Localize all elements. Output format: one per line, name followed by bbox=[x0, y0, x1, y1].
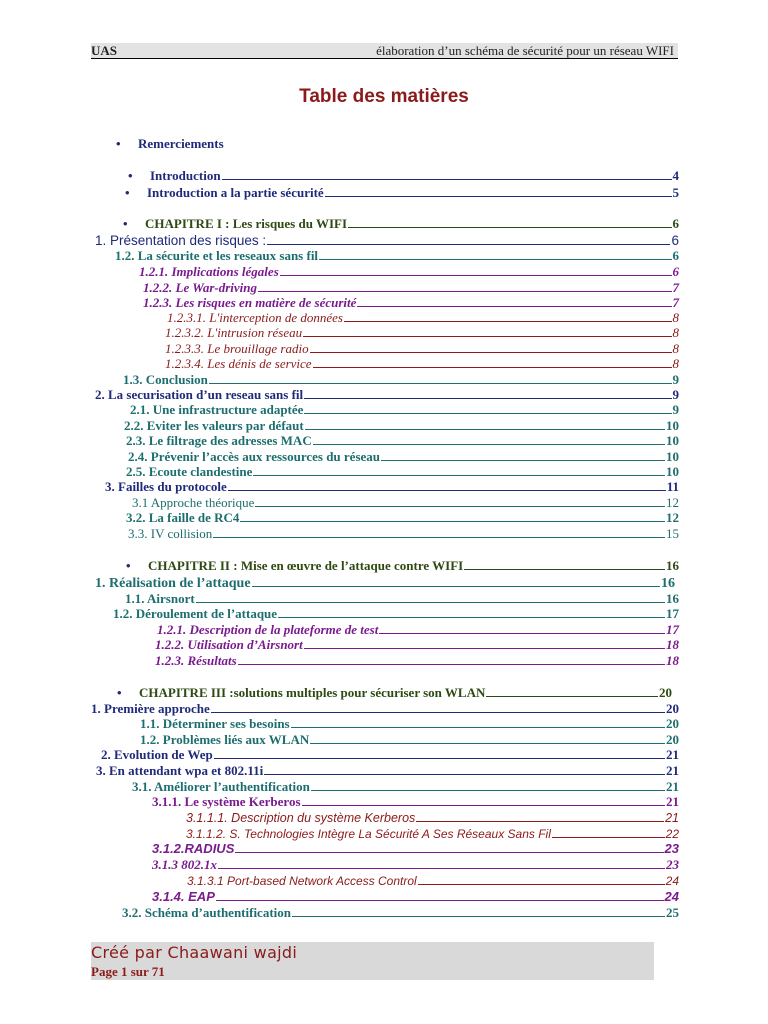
toc-page-number: 10 bbox=[666, 433, 679, 448]
toc-entry[interactable] bbox=[155, 653, 679, 669]
toc-page-number: 11 bbox=[666, 479, 679, 494]
toc-entry[interactable] bbox=[125, 591, 679, 607]
toc-leader bbox=[280, 264, 672, 276]
toc-entry[interactable] bbox=[139, 264, 679, 280]
toc-entry-text: CHAPITRE II : Mise en œuvre de l’attaque contre WIFI bbox=[148, 558, 464, 573]
toc-entry-text: 2.4. Prévenir l’accès aux ressources du réseau bbox=[128, 449, 381, 464]
toc-leader bbox=[325, 185, 672, 197]
toc-page-number: 23 bbox=[664, 841, 679, 856]
toc-leader bbox=[552, 826, 665, 838]
toc-entry-text: 1.2.3.2. L'intrusion réseau bbox=[165, 325, 303, 340]
toc-entry[interactable] bbox=[152, 841, 679, 857]
toc-chapter-entry[interactable] bbox=[123, 216, 679, 232]
footer-page-count: Page 1 sur 71 bbox=[91, 964, 165, 979]
toc-entry-text: 2. Evolution de Wep bbox=[101, 747, 213, 762]
toc-page-number: 7 bbox=[672, 280, 679, 295]
toc-leader bbox=[267, 233, 670, 245]
toc-leader bbox=[238, 653, 665, 665]
toc-entry-text: 1.1. Déterminer ses besoins bbox=[140, 716, 290, 731]
toc-leader bbox=[196, 591, 665, 603]
toc-entry-text: 1.2.2. Le War-driving bbox=[143, 280, 257, 295]
toc-entry[interactable] bbox=[152, 857, 679, 873]
toc-page-number: 18 bbox=[666, 637, 679, 652]
toc-page-number: 20 bbox=[666, 732, 679, 747]
toc-entry-text: 3.1.3.1 Port-based Network Access Control bbox=[187, 874, 417, 888]
toc-entry-text: 2.1. Une infrastructure adaptée bbox=[130, 402, 304, 417]
toc-leader bbox=[313, 433, 665, 445]
footer-author: Créé par Chaawani wajdi bbox=[91, 943, 298, 962]
toc-entry-text: Introduction bbox=[150, 168, 221, 183]
toc-page-number: 5 bbox=[672, 185, 679, 200]
toc-entry-text: 3.1.1. Le système Kerberos bbox=[152, 794, 301, 809]
bullet-icon: • bbox=[117, 685, 122, 700]
toc-leader bbox=[264, 763, 665, 775]
toc-page-number: 6 bbox=[672, 264, 679, 279]
toc-entry-text: 3.1.3 802.1x bbox=[152, 857, 217, 872]
toc-entry[interactable] bbox=[101, 747, 679, 763]
toc-entry[interactable] bbox=[186, 826, 679, 842]
toc-entry-text: 2.2. Eviter les valeurs par défaut bbox=[124, 418, 304, 433]
toc-leader bbox=[278, 606, 665, 618]
toc-chapter-entry[interactable] bbox=[117, 685, 672, 701]
toc-entry-text: 1. Réalisation de l’attaque bbox=[95, 576, 251, 591]
toc-entry-text: 1. Première approche bbox=[91, 701, 210, 716]
toc-entry-text: CHAPITRE III :solutions multiples pour sécuriser son WLAN bbox=[139, 685, 486, 700]
toc-entry[interactable] bbox=[165, 341, 679, 357]
toc-leader bbox=[211, 701, 665, 713]
toc-page-number: 16 bbox=[666, 591, 679, 606]
toc-page-number: 6 bbox=[671, 233, 679, 248]
toc-page-number: 23 bbox=[666, 857, 679, 872]
toc-leader bbox=[253, 464, 665, 476]
toc-page-number: 4 bbox=[672, 168, 679, 183]
toc-entry[interactable] bbox=[140, 732, 679, 748]
page-header bbox=[91, 43, 678, 59]
toc-entry[interactable] bbox=[132, 495, 679, 511]
toc-page-number: 10 bbox=[666, 464, 679, 479]
toc-entry[interactable] bbox=[95, 233, 679, 249]
toc-page-number: 6 bbox=[672, 248, 679, 263]
header-org: UAS bbox=[91, 43, 118, 58]
toc-page-number: 9 bbox=[672, 372, 679, 387]
toc-entry[interactable] bbox=[152, 889, 679, 905]
toc-page-number: 9 bbox=[672, 387, 679, 402]
toc-leader bbox=[305, 418, 665, 430]
bullet-icon: • bbox=[125, 185, 130, 200]
toc-entry-text: 2. La securisation d’un reseau sans fil bbox=[95, 387, 304, 402]
toc-entry-text: Introduction a la partie sécurité bbox=[147, 185, 324, 200]
toc-entry-text: 1.2. Déroulement de l’attaque bbox=[113, 606, 278, 621]
toc-entry-text: 3.2. Schéma d’authentification bbox=[122, 905, 291, 920]
toc-leader bbox=[311, 779, 665, 791]
toc-page-number: 21 bbox=[666, 779, 679, 794]
toc-entry[interactable] bbox=[126, 510, 679, 526]
toc-page-number: 8 bbox=[672, 325, 679, 340]
toc-entry-text: 2.3. Le filtrage des adresses MAC bbox=[126, 433, 312, 448]
toc-entry[interactable] bbox=[96, 763, 679, 779]
toc-entry-text: 3.1.4. EAP bbox=[152, 889, 215, 904]
toc-leader bbox=[486, 685, 658, 697]
toc-page-number: 24 bbox=[665, 874, 679, 888]
toc-page-number: 24 bbox=[664, 889, 679, 904]
toc-entry-text: 3.1.1.1. Description du système Kerberos bbox=[186, 811, 416, 825]
toc-entry[interactable] bbox=[128, 168, 679, 184]
toc-entry[interactable] bbox=[95, 387, 679, 403]
toc-entry-text: 1.2. Problèmes liés aux WLAN bbox=[140, 732, 310, 747]
toc-page-number: 20 bbox=[659, 685, 672, 700]
toc-chapter-entry[interactable] bbox=[126, 558, 679, 574]
toc-entry[interactable] bbox=[113, 606, 679, 622]
bullet-icon: • bbox=[123, 216, 128, 231]
toc-leader bbox=[304, 402, 671, 414]
toc-page-number: 12 bbox=[666, 510, 679, 525]
toc-page-number: 20 bbox=[666, 716, 679, 731]
toc-leader bbox=[222, 168, 672, 180]
toc-leader bbox=[255, 495, 665, 507]
toc-leader bbox=[464, 558, 665, 570]
toc-entry-text: 3.1.2.RADIUS bbox=[152, 841, 235, 856]
toc-leader bbox=[291, 716, 665, 728]
toc-page-number: 8 bbox=[672, 356, 679, 371]
toc-entry[interactable] bbox=[152, 794, 679, 810]
toc-page-number: 6 bbox=[672, 216, 679, 231]
toc-entry-text: 1.2.3. Les risques en matière de sécurité bbox=[143, 295, 357, 310]
toc-entry-text: 3.3. IV collision bbox=[128, 526, 213, 541]
toc-entry[interactable] bbox=[122, 905, 679, 921]
toc-leader bbox=[357, 295, 671, 307]
toc-page-number: 10 bbox=[666, 418, 679, 433]
toc-entry-text: Remerciements bbox=[138, 136, 224, 151]
toc-entry[interactable] bbox=[123, 372, 679, 388]
toc-leader bbox=[235, 841, 663, 853]
toc-entry-text: 1.2.3.1. L'interception de données bbox=[167, 310, 343, 325]
toc-page-number: 21 bbox=[666, 794, 679, 809]
toc-entry[interactable] bbox=[155, 637, 679, 653]
toc-leader bbox=[416, 810, 664, 822]
toc-page-number: 15 bbox=[666, 526, 679, 541]
toc-leader bbox=[310, 732, 665, 744]
toc-entry[interactable] bbox=[125, 185, 679, 201]
toc-entry-text: 1.2.2. Utilisation d’Airsnort bbox=[155, 637, 303, 652]
toc-entry[interactable] bbox=[167, 310, 679, 326]
toc-page-number: 17 bbox=[666, 606, 679, 621]
toc-entry-text: 3. En attendant wpa et 802.11i bbox=[96, 763, 264, 778]
toc-page-number: 8 bbox=[672, 310, 679, 325]
toc-entry[interactable] bbox=[105, 479, 679, 495]
toc-page-number: 9 bbox=[672, 402, 679, 417]
toc-entry[interactable] bbox=[140, 716, 679, 732]
toc-entry-text: 1.2. La sécurite et les reseaux sans fil bbox=[115, 248, 319, 263]
toc-leader bbox=[381, 449, 665, 461]
toc-entry-text: 1. Présentation des risques : bbox=[95, 233, 267, 248]
toc-entry-text: 3.2. La faille de RC4 bbox=[126, 510, 240, 525]
page-title: Table des matières bbox=[299, 86, 469, 107]
toc-page-number: 16 bbox=[661, 576, 675, 591]
toc-leader bbox=[218, 857, 665, 869]
toc-entry[interactable] bbox=[95, 575, 675, 591]
toc-entry[interactable] bbox=[165, 356, 679, 372]
header-document-title: élaboration d’un schéma de sécurité pour un réseau WIFI bbox=[376, 43, 674, 58]
toc-entry-text: 1.3. Conclusion bbox=[123, 372, 208, 387]
toc-entry[interactable] bbox=[128, 526, 679, 542]
toc-page-number: 17 bbox=[666, 622, 679, 637]
toc-entry[interactable] bbox=[143, 280, 679, 296]
toc-entry[interactable] bbox=[130, 402, 679, 418]
toc-leader bbox=[313, 356, 672, 368]
toc-entry-text: 3.1. Améliorer l’authentification bbox=[132, 779, 310, 794]
toc-entry[interactable] bbox=[116, 136, 224, 152]
toc-entry-text: 1.2.3.3. Le brouillage radio bbox=[165, 341, 309, 356]
toc-page-number: 16 bbox=[666, 558, 679, 573]
toc-entry[interactable] bbox=[126, 433, 679, 449]
toc-leader bbox=[252, 575, 660, 587]
toc-page-number: 10 bbox=[666, 449, 679, 464]
toc-page-number: 12 bbox=[666, 495, 679, 510]
toc-entry[interactable] bbox=[128, 449, 679, 465]
toc-entry[interactable] bbox=[115, 248, 679, 264]
toc-entry-text: 3.1.1.2. S. Technologies Intègre La Sécurité A Ses Réseaux Sans Fil bbox=[186, 827, 551, 841]
toc-leader bbox=[348, 216, 671, 228]
toc-leader bbox=[214, 747, 665, 759]
toc-entry[interactable] bbox=[126, 464, 679, 480]
bullet-icon: • bbox=[126, 558, 131, 573]
toc-entry[interactable] bbox=[186, 810, 679, 826]
toc-leader bbox=[302, 794, 665, 806]
toc-leader bbox=[344, 310, 672, 322]
bullet-icon: • bbox=[128, 168, 133, 183]
toc-entry-text: 1.2.1. Description de la plateforme de test bbox=[157, 622, 379, 637]
toc-entry[interactable] bbox=[91, 701, 679, 717]
toc-entry-text: 2.5. Ecoute clandestine bbox=[126, 464, 253, 479]
toc-entry-text: CHAPITRE I : Les risques du WIFI bbox=[145, 216, 348, 231]
toc-page-number: 21 bbox=[665, 811, 679, 825]
toc-page-number: 25 bbox=[666, 905, 679, 920]
toc-leader bbox=[216, 889, 664, 901]
toc-entry[interactable] bbox=[143, 295, 679, 311]
toc-leader bbox=[304, 637, 665, 649]
toc-leader bbox=[418, 873, 665, 885]
toc-leader bbox=[304, 387, 671, 399]
toc-page-number: 22 bbox=[665, 827, 679, 841]
toc-page-number: 21 bbox=[666, 763, 679, 778]
toc-leader bbox=[240, 510, 665, 522]
toc-leader bbox=[303, 325, 671, 337]
toc-page-number: 20 bbox=[666, 701, 679, 716]
toc-leader bbox=[310, 341, 672, 353]
toc-leader bbox=[228, 479, 666, 491]
toc-entry[interactable] bbox=[165, 325, 679, 341]
toc-leader bbox=[209, 372, 672, 384]
bullet-icon: • bbox=[116, 136, 121, 151]
toc-page-number: 8 bbox=[672, 341, 679, 356]
toc-leader bbox=[319, 248, 671, 260]
toc-leader bbox=[292, 905, 665, 917]
toc-page-number: 7 bbox=[672, 295, 679, 310]
toc-leader bbox=[379, 622, 665, 634]
toc-entry[interactable] bbox=[124, 418, 679, 434]
toc-leader bbox=[258, 280, 672, 292]
toc-entry[interactable] bbox=[132, 779, 679, 795]
toc-entry-text: 3.1 Approche théorique bbox=[132, 495, 255, 510]
toc-entry-text: 1.2.1. Implications légales bbox=[139, 264, 279, 279]
toc-entry[interactable] bbox=[157, 622, 679, 638]
toc-leader bbox=[213, 526, 665, 538]
toc-entry-text: 1.2.3. Résultats bbox=[155, 653, 237, 668]
toc-page-number: 21 bbox=[666, 747, 679, 762]
toc-page-number: 18 bbox=[666, 653, 679, 668]
toc-entry-text: 3. Failles du protocole bbox=[105, 479, 227, 494]
toc-entry-text: 1.1. Airsnort bbox=[125, 591, 195, 606]
toc-entry-text: 1.2.3.4. Les dénis de service bbox=[165, 356, 312, 371]
page-footer bbox=[91, 942, 654, 980]
toc-entry[interactable] bbox=[187, 873, 679, 889]
